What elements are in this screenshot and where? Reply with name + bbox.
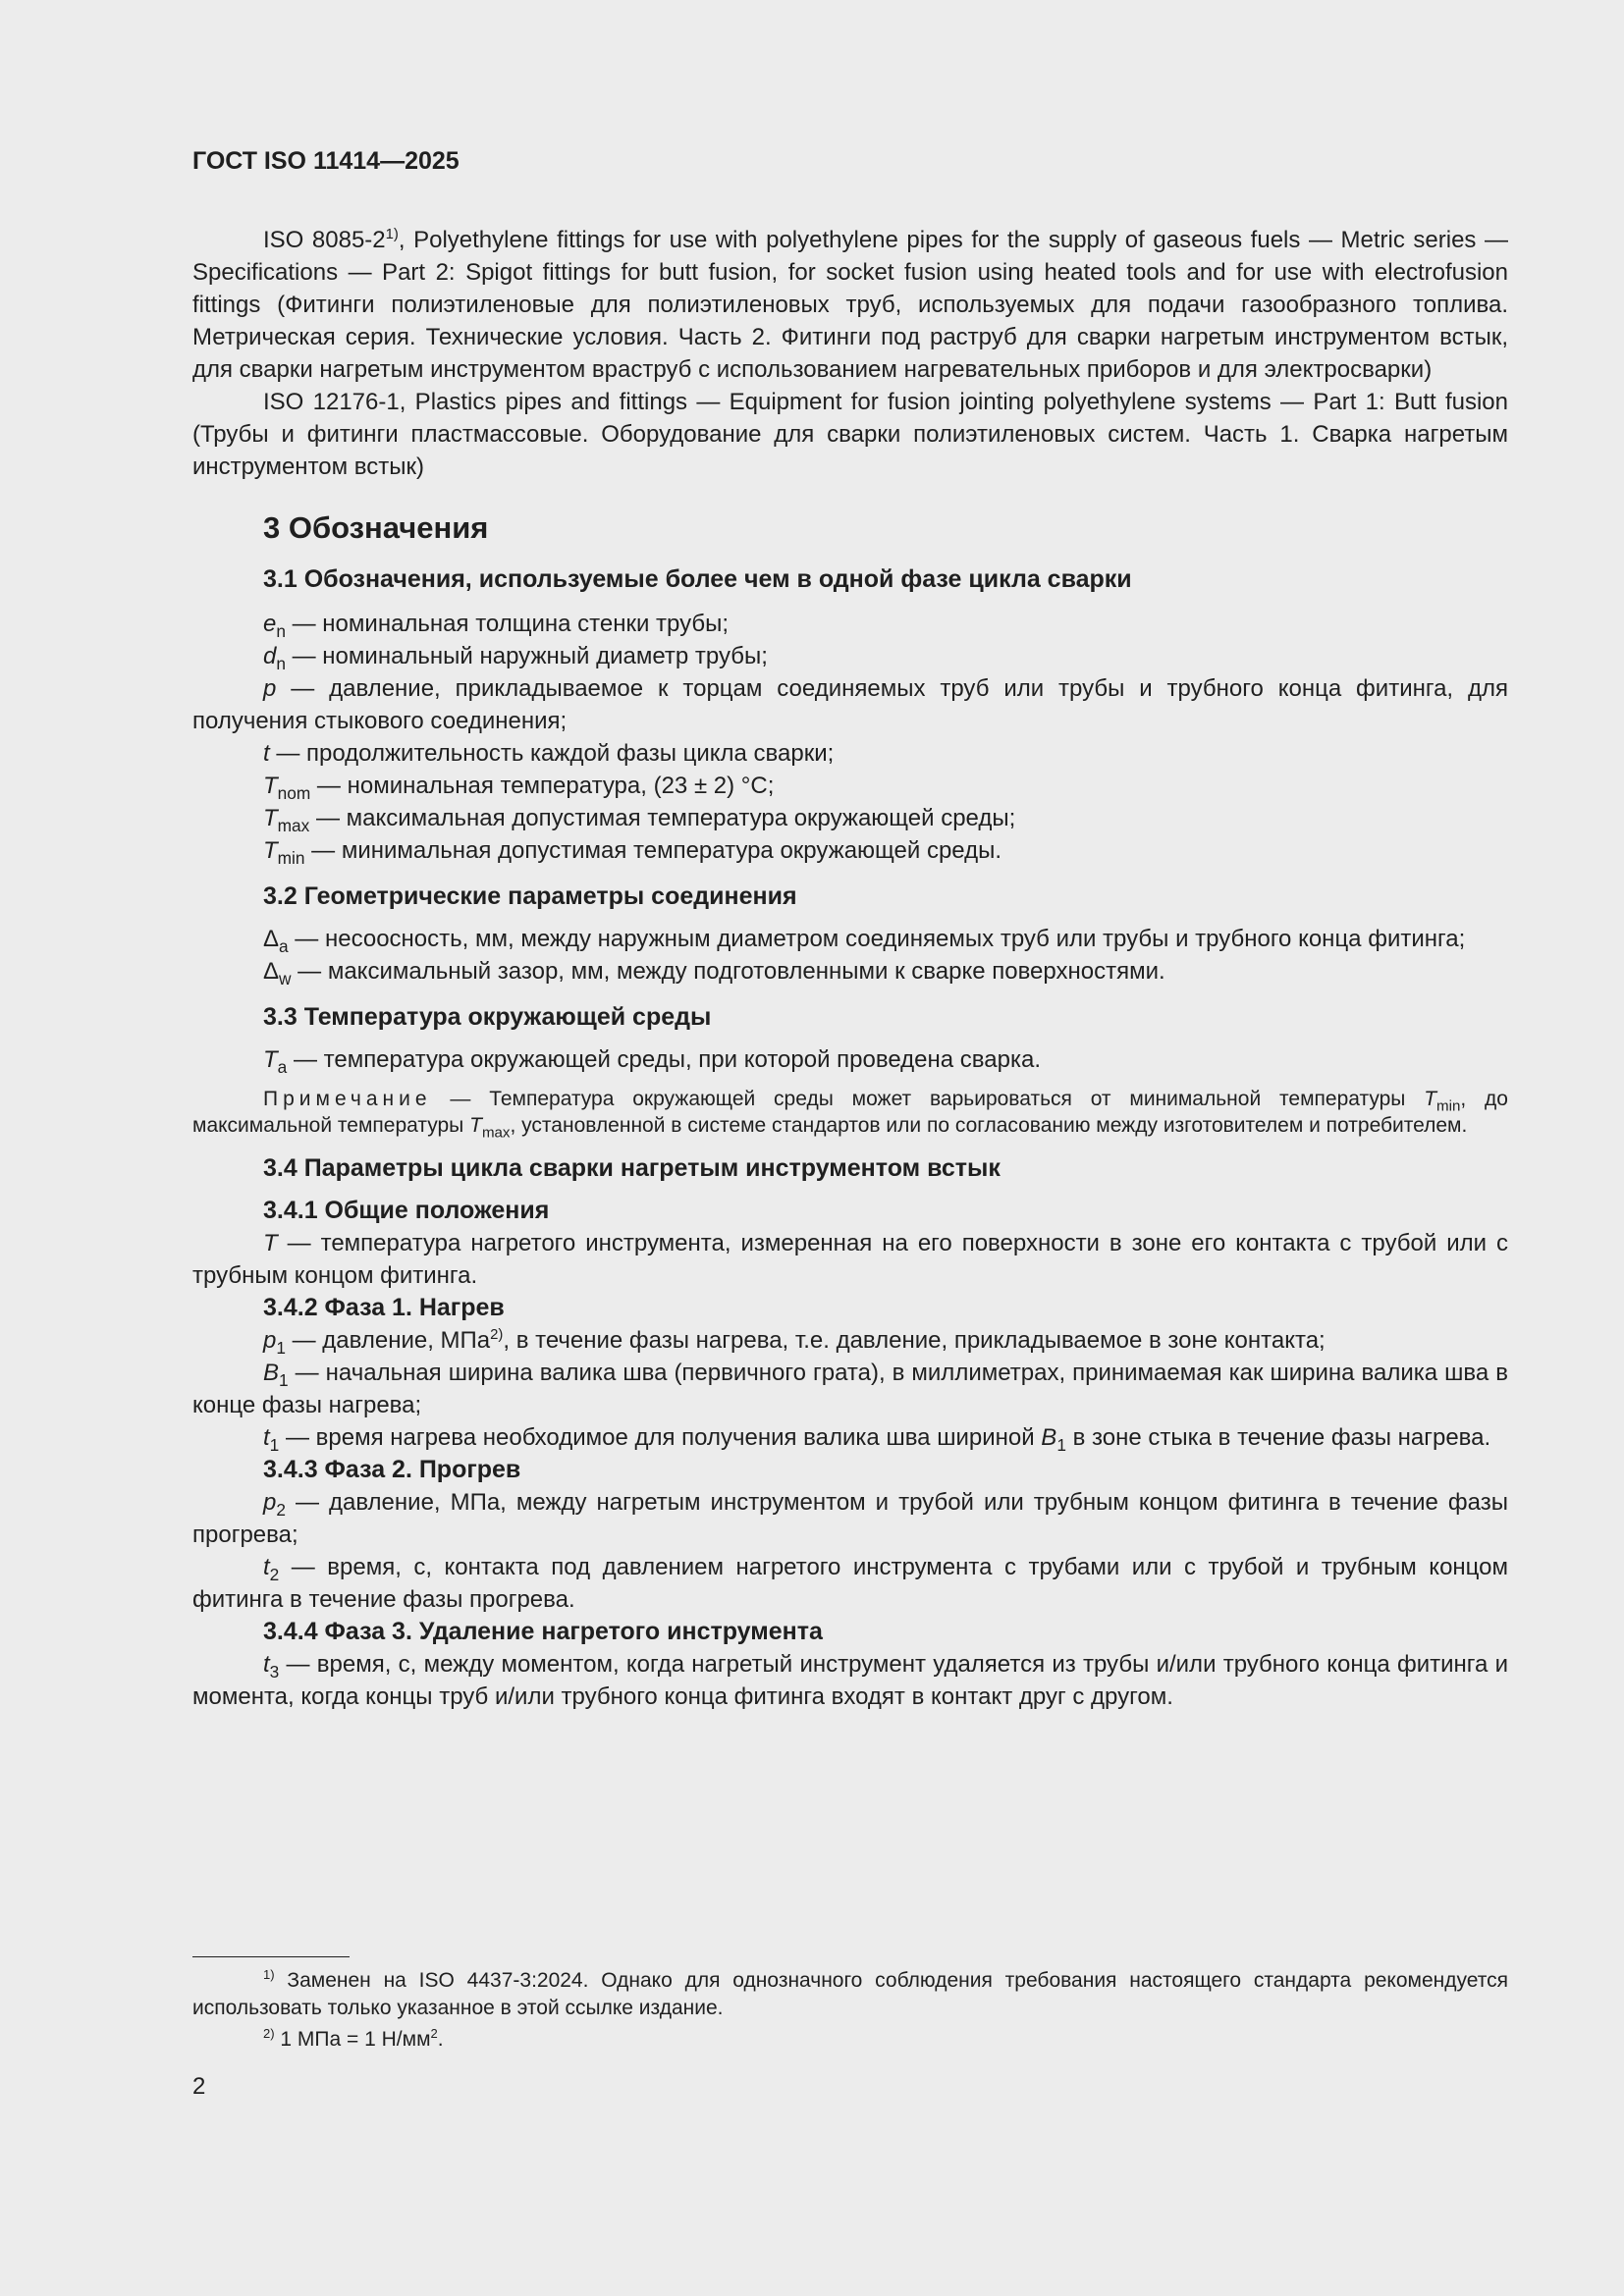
symbol-p1: $p_1$ — давление, МПа$^{2)}$, в течение фазы нагрева, т.е. давление, прикладываемое в зоне контакта; [263,1327,1326,1359]
standard-header: ГОСТ ISO 11414—2025 [192,147,460,175]
symbol-tmin: $T_{min}$ — минимальная допустимая температура окружающей среды. [263,837,1002,869]
footnote-divider [192,1956,350,1957]
footnote-ref-1: 1) [385,227,399,243]
symbol-t1: $t_1$ — время нагрева необходимое для получения валика шва шириной $B_1$ в зоне стыка в течение фазы нагрева. [263,1424,1491,1456]
symbol-tnom: $T_{nom}$ — номинальная температура, (23 ± 2) °C; [263,773,775,804]
footnote-ref-2: 2) [490,1327,504,1344]
page-number: 2 [192,2073,206,2100]
section-3-heading: 3 Обозначения [263,510,489,545]
note-ambient-temperature: Примечание — Температура окружающей среды может варьироваться от минимальной температуры $T_{min}$, до максимальной температуры $T_{max}$, установленной в системе стандартов или по согласованию между изготовителем и потребителем. [192,1088,1508,1142]
section-3-4-2-heading: 3.4.2 Фаза 1. Нагрев [263,1294,505,1321]
section-3-4-4-heading: 3.4.4 Фаза 3. Удаление нагретого инструмента [263,1618,823,1645]
symbol-t: t — продолжительность каждой фазы цикла сварки; [263,740,835,767]
symbol-tmax: $T_{max}$ — максимальная допустимая температура окружающей среды; [263,805,1016,836]
symbol-p2: $p_2$ — давление, МПа, между нагретым инструментом и трубой или трубным концом фитинга в течение фазы прогрева; [192,1489,1508,1548]
symbol-p: p — давление, прикладываемое к торцам соединяемых труб или трубы и трубного конца фитинга, для получения стыкового соединения; [192,675,1508,734]
section-3-3-heading: 3.3 Температура окружающей среды [263,1003,712,1031]
symbol-en: $e_n$ — номинальная толщина стенки трубы; [263,611,730,642]
symbol-delta-a: $\Delta_a$ — несоосность, мм, между наружным диаметром соединяемых труб или трубы и трубного конца фитинга; [263,926,1466,957]
footnotes [192,1967,1508,2054]
symbol-t3: $t_3$ — время, с, между моментом, когда нагретый инструмент удаляется из трубы и/или трубного конца фитинга и момента, когда концы труб и/или трубного конца фитинга входят в контакт друг с другом. [192,1651,1508,1710]
note-label: Примечание [263,1088,432,1110]
footnote-1: $^{1)}$ Заменен на ISO 4437-3:2024. Однако для однозначного соблюдения требования настоящего стандарта рекомендуется использовать только указанное в этой ссылке издание. [192,1967,1508,2019]
page-content [192,224,1508,1713]
reference-iso-12176-1: ISO 12176-1, Plastics pipes and fittings — Equipment for fusion jointing polyethylene systems — Part 1: Butt fusion (Трубы и фитинги пластмассовые. Оборудование для сварки полиэтиленовых систем. Часть 1. Сварка нагретым инструментом встык) [192,389,1508,480]
section-3-1-heading: 3.1 Обозначения, используемые более чем в одной фазе цикла сварки [263,565,1132,593]
symbol-T: T — температура нагретого инструмента, измеренная на его поверхности в зоне его контакта с трубой или с трубным концом фитинга. [192,1230,1508,1289]
symbol-delta-w: $\Delta_w$ — максимальный зазор, мм, между подготовленными к сварке поверхностями. [263,958,1165,989]
section-3-4-3-heading: 3.4.3 Фаза 2. Прогрев [263,1456,521,1483]
symbol-t2: $t_2$ — время, с, контакта под давлением нагретого инструмента с трубами или с трубой и трубным концом фитинга в течение фазы прогрева. [192,1554,1508,1613]
symbol-dn: $d_n$ — номинальный наружный диаметр трубы; [263,643,768,674]
section-3-4-heading: 3.4 Параметры цикла сварки нагретым инструментом встык [263,1154,1001,1182]
footnote-2: $^{2)}$ 1 МПа = 1 $Н/мм^2$. [263,2026,444,2051]
section-3-2-heading: 3.2 Геометрические параметры соединения [263,882,797,910]
section-3-4-1-heading: 3.4.1 Общие положения [263,1197,550,1224]
symbol-b1: $B_1$ — начальная ширина валика шва (первичного грата), в миллиметрах, принимаемая как ширина валика шва в конце фазы нагрева; [192,1360,1508,1418]
symbol-ta: $T_a$ — температура окружающей среды, при которой проведена сварка. [263,1046,1041,1078]
reference-iso-8085-2: ISO 8085-2$^{1)}$, Polyethylene fittings for use with polyethylene pipes for the supply of gaseous fuels — Metric series — Specifications — Part 2: Spigot fittings for butt fusion, for socket fusion using heated tools and for use with electrofusion fittings (Фитинги полиэтиленовые для полиэтиленовых труб, используемых для подачи газообразного топлива. Метрическая серия. Технические условия. Часть 2. Фитинги под раструб для сварки нагретым инструментом встык, для сварки нагретым инструментом враструб с использованием нагревательных приборов и для электросварки) [192,227,1508,383]
